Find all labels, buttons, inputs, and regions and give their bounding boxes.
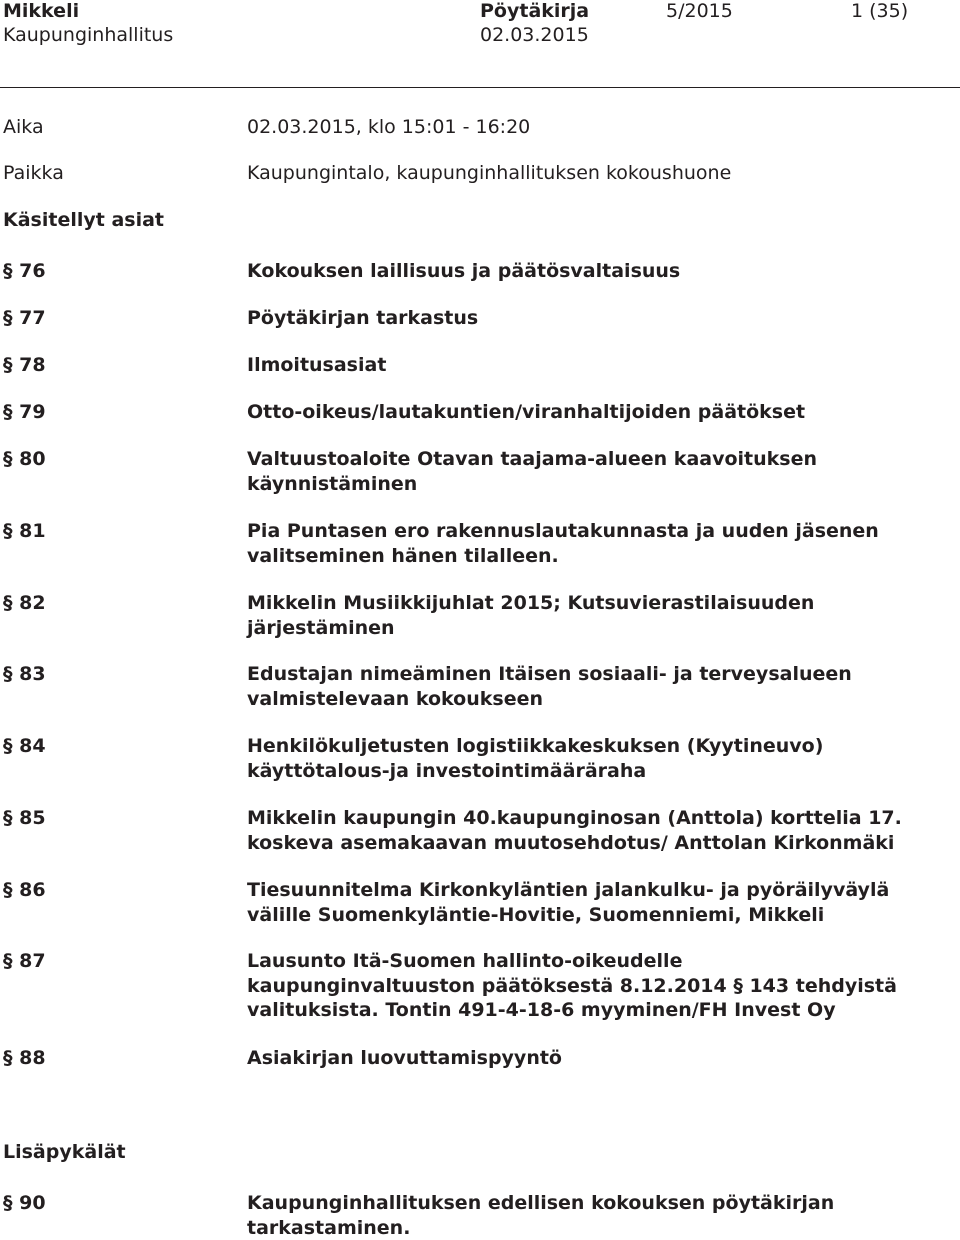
section-number: § 81 [3, 519, 46, 544]
section-number: § 83 [3, 662, 46, 687]
item-title [247, 259, 927, 284]
item-title-line: tarkastaminen. [247, 1216, 927, 1240]
item-title-line: käynnistäminen [247, 472, 927, 497]
item-title-line: Tiesuunnitelma Kirkonkyläntien jalankulku- ja pyöräilyväylä [247, 878, 927, 903]
item-title-line: Kokouksen laillisuus ja päätösvaltaisuus [247, 259, 927, 284]
item-title-line: valituksista. Tontin 491-4-18-6 myyminen/FH Invest Oy [247, 998, 927, 1023]
item-title-line: Lausunto Itä-Suomen hallinto-oikeudelle [247, 949, 927, 974]
item-title-line: Asiakirjan luovuttamispyyntö [247, 1046, 927, 1071]
item-title-line: Edustajan nimeäminen Itäisen sosiaali- ja terveysalueen [247, 662, 927, 687]
section-number: § 90 [3, 1191, 46, 1216]
section-number: § 85 [3, 806, 46, 831]
item-title-line: käyttötalous-ja investointimääräraha [247, 759, 927, 784]
place-label: Paikka [3, 162, 64, 184]
section-number: § 79 [3, 400, 46, 425]
item-title-line: Pia Puntasen ero rakennuslautakunnasta ja uuden jäsenen [247, 519, 927, 544]
item-title [247, 447, 927, 496]
time-value: 02.03.2015, klo 15:01 - 16:20 [247, 116, 530, 138]
item-title [247, 1191, 927, 1240]
section-number: § 84 [3, 734, 46, 759]
item-title-line: järjestäminen [247, 616, 927, 641]
header-body: Kaupunginhallitus [3, 24, 173, 46]
place-value: Kaupungintalo, kaupunginhallituksen kokoushuone [247, 162, 731, 184]
item-title-line: valitseminen hänen tilalleen. [247, 544, 927, 569]
extra-heading: Lisäpykälät [3, 1141, 126, 1163]
item-title-line: Valtuustoaloite Otavan taajama-alueen kaavoituksen [247, 447, 927, 472]
item-title-line: välille Suomenkyläntie-Hovitie, Suomenniemi, Mikkeli [247, 903, 927, 928]
item-title-line: Ilmoitusasiat [247, 353, 927, 378]
header-date: 02.03.2015 [480, 24, 589, 46]
handled-heading: Käsitellyt asiat [3, 209, 164, 231]
item-title [247, 662, 927, 711]
item-title [247, 400, 927, 425]
item-title [247, 519, 927, 568]
item-title [247, 1046, 927, 1071]
item-title [247, 306, 927, 331]
header-org: Mikkeli [3, 0, 79, 22]
item-title-line: Pöytäkirjan tarkastus [247, 306, 927, 331]
section-number: § 82 [3, 591, 46, 616]
item-title-line: kaupunginvaltuuston päätöksestä 8.12.2014 § 143 tehdyistä [247, 974, 927, 999]
header-doc-type: Pöytäkirja [480, 0, 589, 22]
section-number: § 87 [3, 949, 46, 974]
section-number: § 88 [3, 1046, 46, 1071]
item-title-line: valmistelevaan kokoukseen [247, 687, 927, 712]
item-title-line: koskeva asemakaavan muutosehdotus/ Anttolan Kirkonmäki [247, 831, 927, 856]
section-number: § 86 [3, 878, 46, 903]
section-number: § 76 [3, 259, 46, 284]
item-title [247, 949, 927, 1023]
item-title-line: Otto-oikeus/lautakuntien/viranhaltijoiden päätökset [247, 400, 927, 425]
header-number: 5/2015 [666, 0, 733, 22]
header-page: 1 (35) [851, 0, 908, 22]
item-title-line: Mikkelin Musiikkijuhlat 2015; Kutsuvierastilaisuuden [247, 591, 927, 616]
header-divider [0, 87, 960, 88]
item-title [247, 806, 927, 855]
item-title [247, 353, 927, 378]
item-title [247, 878, 927, 927]
time-label: Aika [3, 116, 44, 138]
item-title [247, 591, 927, 640]
item-title-line: Henkilökuljetusten logistiikkakeskuksen (Kyytineuvo) [247, 734, 927, 759]
section-number: § 77 [3, 306, 46, 331]
section-number: § 78 [3, 353, 46, 378]
item-title-line: Kaupunginhallituksen edellisen kokouksen pöytäkirjan [247, 1191, 927, 1216]
section-number: § 80 [3, 447, 46, 472]
item-title-line: Mikkelin kaupungin 40.kaupunginosan (Anttola) korttelia 17. [247, 806, 927, 831]
item-title [247, 734, 927, 783]
